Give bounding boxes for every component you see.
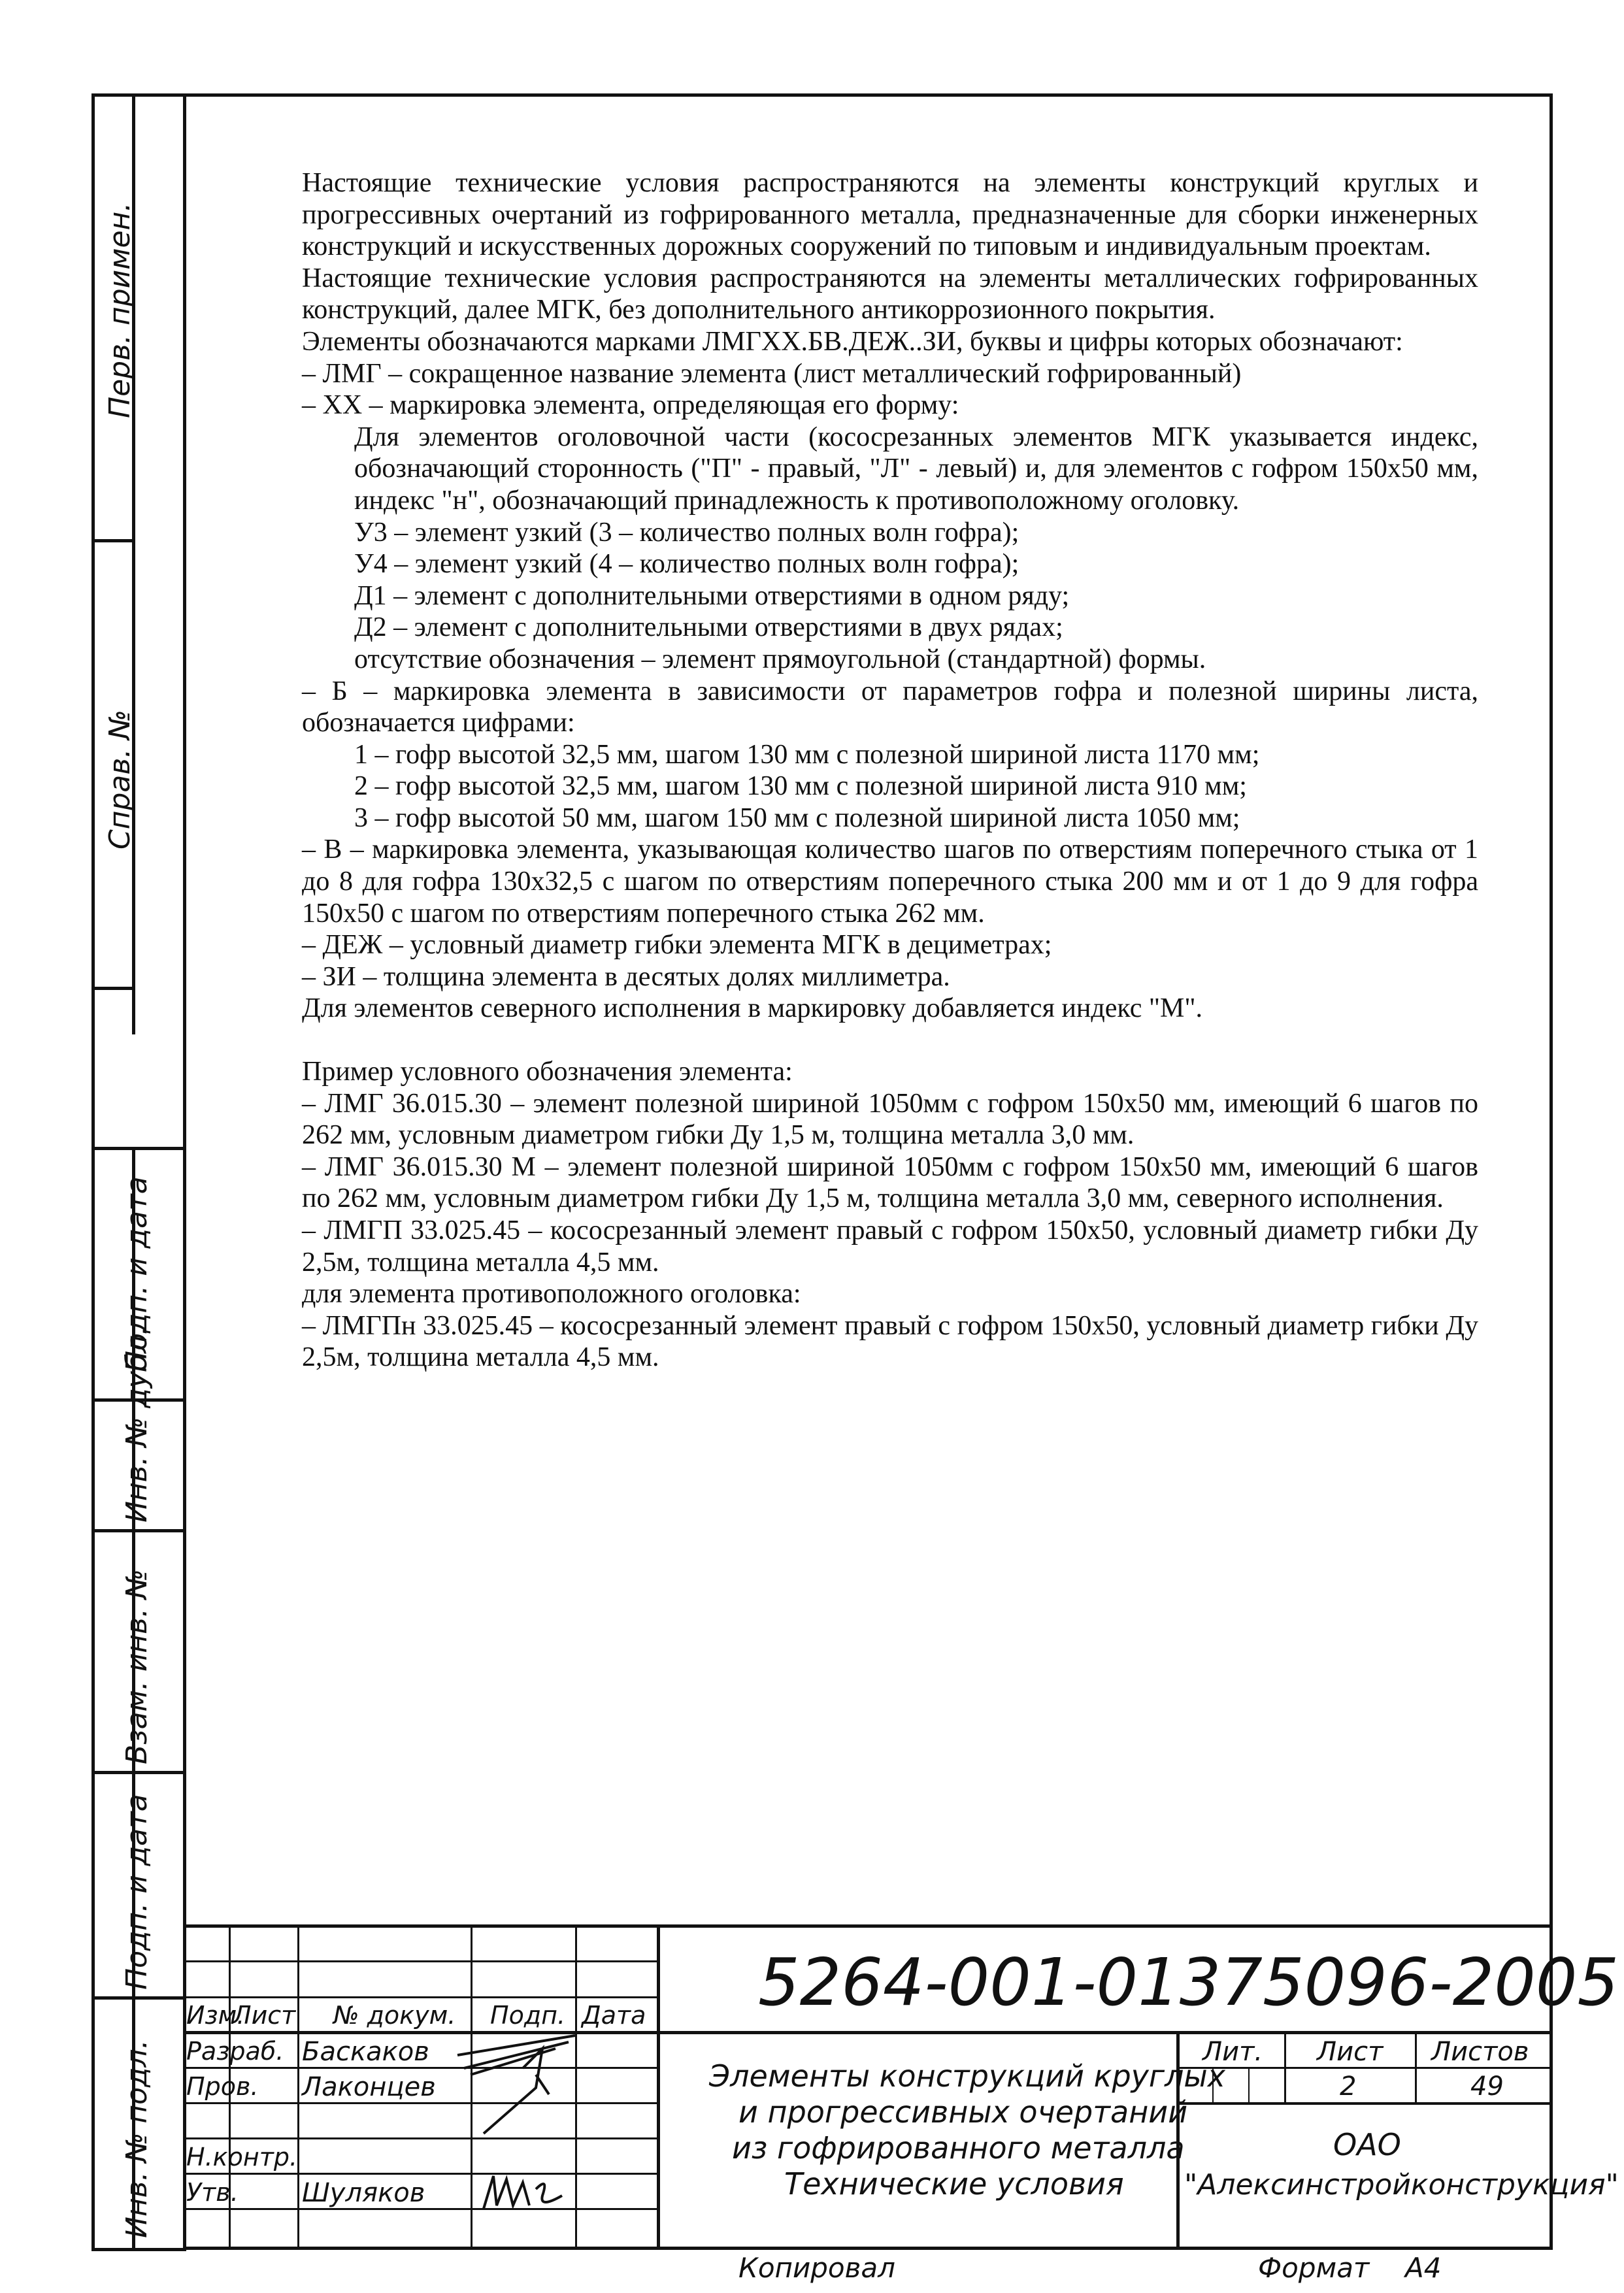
list-item: Д2 – элемент с дополнительными отверстиями в двух рядах; <box>354 612 1063 643</box>
stamp-copied: Копировал <box>738 2252 895 2284</box>
margin-border-left <box>91 93 95 2250</box>
list-item: – В – маркировка элемента, указывающая количество шагов по отверстиям поперечного стыка от 1 до 8 для гофра 130х32,5 с шагом по отверстиям поперечного стыка 200 мм и от 1 до 9 для гофра 150х50 с шагом по отверстиям поперечного стыка 262 мм. <box>302 834 1478 929</box>
margin-hline <box>91 1996 186 2000</box>
example-title: Пример условного обозначения элемента: <box>302 1057 793 1087</box>
list-item: 1 – гофр высотой 32,5 мм, шагом 130 мм с полезной шириной листа 1170 мм; <box>354 739 1260 770</box>
margin-hline <box>91 1147 186 1150</box>
stamp-hline <box>183 1924 1553 1928</box>
stamp-header-no-dokum: № докум. <box>333 2001 456 2030</box>
stamp-name-utv: Шуляков <box>302 2178 425 2208</box>
stamp-hline <box>183 2173 660 2175</box>
example-item: – ЛМГ 36.015.30 М – элемент полезной шириной 1050мм с гофром 150х50 мм, имеющий 6 шагов по 262 мм, условным диаметром гибки Ду 1,5 м, толщина металла 3,0 мм, северного исполнения. <box>302 1151 1478 1214</box>
list-item: – ХХ – маркировка элемента, определяющая его форму: <box>302 390 959 421</box>
stamp-role-razrab: Разраб. <box>186 2037 284 2066</box>
stamp-header-izm: Изм. <box>186 2001 245 2030</box>
stamp-hline <box>183 2208 660 2210</box>
margin-hline <box>91 987 135 990</box>
side-label-podp-i-data: Подп. и дата <box>120 1176 154 1372</box>
side-label-perv-primen: Перв. примен. <box>103 202 137 418</box>
stamp-vline <box>657 1924 660 2248</box>
paragraph: Настоящие технические условия распространяются на элементы металлических гофрированных конструкций, далее МГК, без дополнительного антикоррозионного покрытия. <box>302 263 1478 325</box>
stamp-header-list: Лист <box>233 2001 296 2030</box>
stamp-listov-header: Листов <box>1431 2037 1529 2067</box>
margin-hline <box>91 1771 186 1774</box>
example-item: – ЛМГ 36.015.30 – элемент полезной шириной 1050мм с гофром 150х50 мм, имеющий 6 шагов по 262 мм, условным диаметром гибки Ду 1,5 м, толщина металла 3,0 мм. <box>302 1088 1478 1151</box>
list-item: 2 – гофр высотой 32,5 мм, шагом 130 мм с полезной шириной листа 910 мм; <box>354 771 1247 802</box>
example-item: – ЛМГПн 33.025.45 – кососрезанный элемент правый с гофром 150х50, условный диаметр гибки Ду 2,5м, толщина металла 4,5 мм. <box>302 1310 1478 1373</box>
stamp-vline <box>1284 2031 1286 2104</box>
list-item: Д1 – элемент с дополнительными отверстиями в одном ряду; <box>354 580 1070 611</box>
stamp-title-line: Технические условия <box>784 2166 1124 2202</box>
stamp-role-prov: Пров. <box>186 2072 259 2101</box>
stamp-header-data: Дата <box>582 2001 646 2030</box>
margin-hline <box>91 539 135 542</box>
list-item: – ЗИ – толщина элемента в десятых долях миллиметра. <box>302 961 950 992</box>
stamp-role-utv: Утв. <box>186 2178 239 2207</box>
stamp-header-podp: Подп. <box>490 2001 566 2030</box>
stamp-vline <box>297 1924 299 2248</box>
example-title: для элемента противоположного оголовка: <box>302 1279 801 1310</box>
side-label-sprav-no: Справ. № <box>103 709 137 850</box>
side-label-podp-i-data: Подп. и дата <box>120 1794 154 1990</box>
margin-hline <box>91 1529 186 1532</box>
stamp-org-line: ОАО <box>1333 2127 1401 2162</box>
stamp-name-prov: Лаконцев <box>302 2072 436 2102</box>
signature-razrab <box>444 2029 595 2140</box>
list-item: У3 – элемент узкий (3 – количество полных волн гофра); <box>354 517 1019 548</box>
list-item: отсутствие обозначения – элемент прямоугольной (стандартной) формы. <box>354 644 1206 674</box>
stamp-title-line: и прогрессивных очертаний <box>738 2094 1188 2130</box>
stamp-title-line: Элементы конструкций круглых <box>709 2058 1225 2094</box>
side-label-inv-no-podl: Инв. № подл. <box>120 2039 154 2238</box>
list-item: У4 – элемент узкий (4 – количество полных волн гофра); <box>354 549 1019 580</box>
stamp-lit-header: Лит. <box>1202 2037 1263 2067</box>
side-label-vzam-inv-no: Взам. инв. № <box>120 1569 154 1764</box>
stamp-hline <box>183 1960 660 1962</box>
example-item: – ЛМГП 33.025.45 – кососрезанный элемент правый с гофром 150х50, условный диаметр гибки Ду 2,5м, толщина металла 4,5 мм. <box>302 1215 1478 1278</box>
list-item: 3 – гофр высотой 50 мм, шагом 150 мм с полезной шириной листа 1050 мм; <box>354 802 1240 833</box>
margin-hline <box>91 93 186 97</box>
stamp-hline <box>183 1996 660 1998</box>
stamp-vline <box>1248 2067 1250 2103</box>
stamp-list-value: 2 <box>1340 2071 1357 2102</box>
stamp-format-value: А4 <box>1405 2252 1442 2284</box>
paragraph: Для элементов северного исполнения в маркировку добавляется индекс "М". <box>302 993 1202 1024</box>
document-body <box>302 167 1478 1374</box>
list-item-text: Для элементов оголовочной части (кососрезанных элементов МГК указывается индекс, обозначающий сторонность ("П" - правый, "Л" - левый) и, для элементов с гофром 150х50 мм, индекс "н", обозначающий принадлежность к противоположному оголовку. <box>354 421 1478 516</box>
stamp-vline <box>1415 2031 1417 2104</box>
side-label-inv-no-dubl: Инв. № дубл. <box>120 1325 154 1523</box>
stamp-hline <box>1176 2067 1553 2069</box>
stamp-role-nkontr: Н.контр. <box>186 2143 298 2171</box>
list-item: – Б – маркировка элемента в зависимости от параметров гофра и полезной ширины листа, обозначается цифрами: <box>302 676 1478 738</box>
signature-utv <box>477 2169 575 2215</box>
stamp-hline <box>183 2031 1553 2034</box>
list-item: – ЛМГ – сокращенное название элемента (лист металлический гофрированный) <box>302 358 1242 389</box>
paragraph: Элементы обозначаются марками ЛМГХХ.БВ.ДЕЖ..ЗИ, буквы и цифры которых обозначают: <box>302 326 1403 357</box>
list-item: – ДЕЖ – условный диаметр гибки элемента МГК в дециметрах; <box>302 930 1052 961</box>
margin-hline <box>91 2248 186 2251</box>
paragraph: Настоящие технические условия распространяются на элементы конструкций круглых и прогрессивных очертаний из гофрированного металла, предназначенные для сборки инженерных конструкций и искусственных дорожных сооружений по типовым и индивидуальным проектам. <box>302 168 1478 262</box>
stamp-name-razrab: Баскаков <box>302 2037 429 2067</box>
stamp-title-line: из гофрированного металла <box>732 2130 1185 2166</box>
spacer <box>302 1025 1478 1056</box>
stamp-org-line: "Алексинстройконструкция" <box>1184 2168 1619 2202</box>
stamp-hline <box>1176 2102 1553 2105</box>
document-code: 5264-001-01375096-2005 <box>758 1944 1619 2021</box>
stamp-list-header: Лист <box>1317 2037 1384 2067</box>
stamp-format-label: Формат <box>1258 2252 1370 2284</box>
stamp-listov-value: 49 <box>1470 2071 1504 2102</box>
